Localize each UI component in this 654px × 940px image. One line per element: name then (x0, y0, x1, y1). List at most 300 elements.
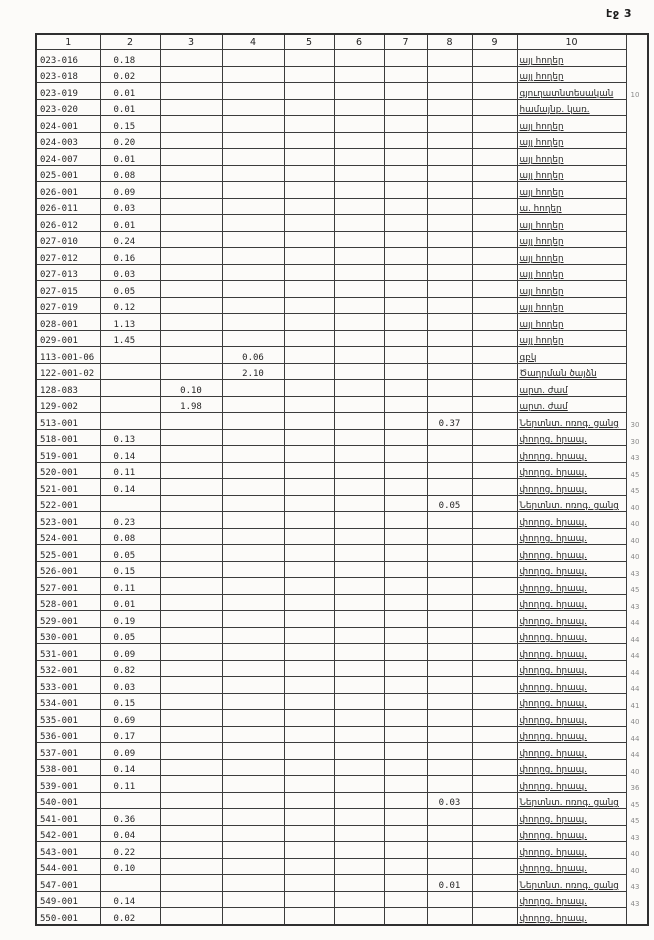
cell-col6 (334, 743, 384, 760)
cell-col5 (284, 347, 334, 364)
margin-note: 44 (630, 668, 640, 677)
cell-col5 (284, 561, 334, 578)
cell-col6 (334, 842, 384, 859)
cell-col3 (160, 413, 222, 430)
cell-col1: 544-001 (36, 858, 100, 875)
cell-col6 (334, 182, 384, 199)
cell-col4 (222, 446, 284, 463)
cell-col4 (222, 165, 284, 182)
cell-col8 (427, 561, 472, 578)
cell-col8 (427, 198, 472, 215)
margin-note (626, 116, 648, 133)
cell-col7 (384, 891, 427, 908)
cell-col7 (384, 858, 427, 875)
cell-col6 (334, 545, 384, 562)
column-header-3: 3 (160, 34, 222, 50)
cell-col6 (334, 198, 384, 215)
cell-col4 (222, 198, 284, 215)
cell-col6 (334, 446, 384, 463)
cell-col5 (284, 875, 334, 892)
cell-col4 (222, 149, 284, 166)
cell-col4 (222, 380, 284, 397)
cell-col2 (100, 380, 160, 397)
cell-col4 (222, 99, 284, 116)
cell-col10: փողոց. հրապ. (517, 825, 626, 842)
table-row (36, 396, 648, 413)
cell-col2: 0.14 (100, 759, 160, 776)
cell-col5 (284, 330, 334, 347)
cell-col1: 522-001 (36, 495, 100, 512)
cell-col6 (334, 726, 384, 743)
cell-col5 (284, 314, 334, 331)
cell-col9 (472, 165, 517, 182)
cell-col3 (160, 677, 222, 694)
cell-col9 (472, 644, 517, 661)
cell-col1: 525-001 (36, 545, 100, 562)
cell-col6 (334, 611, 384, 628)
cell-col4 (222, 710, 284, 727)
cell-col4 (222, 231, 284, 248)
cell-col2 (100, 347, 160, 364)
cell-col9 (472, 479, 517, 496)
cell-col8 (427, 231, 472, 248)
cell-col9 (472, 759, 517, 776)
cell-col10: փողոց. հրապ. (517, 512, 626, 529)
cell-col5 (284, 99, 334, 116)
land-register-table (35, 33, 649, 926)
margin-note (626, 363, 648, 380)
cell-col9 (472, 363, 517, 380)
cell-col3 (160, 644, 222, 661)
cell-col6 (334, 858, 384, 875)
table-row (36, 215, 648, 232)
cell-col9 (472, 149, 517, 166)
cell-col9 (472, 446, 517, 463)
cell-col10: այլ հողեր (517, 231, 626, 248)
cell-col2: 0.03 (100, 264, 160, 281)
cell-col5 (284, 710, 334, 727)
cell-col2: 0.14 (100, 446, 160, 463)
cell-col6 (334, 776, 384, 793)
cell-col1: 521-001 (36, 479, 100, 496)
table-row (36, 264, 648, 281)
cell-col5 (284, 776, 334, 793)
margin-note (626, 264, 648, 281)
cell-col7 (384, 198, 427, 215)
table-row (36, 182, 648, 199)
table-row (36, 528, 648, 545)
cell-col3 (160, 561, 222, 578)
cell-col1: 547-001 (36, 875, 100, 892)
table-row (36, 891, 648, 908)
cell-col2: 0.69 (100, 710, 160, 727)
cell-col6 (334, 297, 384, 314)
cell-col9 (472, 83, 517, 100)
cell-col2: 0.01 (100, 594, 160, 611)
cell-col5 (284, 215, 334, 232)
cell-col4 (222, 578, 284, 595)
cell-col7 (384, 215, 427, 232)
cell-col2: 0.20 (100, 132, 160, 149)
cell-col10: փողոց. հրապ. (517, 528, 626, 545)
cell-col2: 0.14 (100, 891, 160, 908)
cell-col10: այլ հողեր (517, 314, 626, 331)
cell-col2: 0.05 (100, 281, 160, 298)
cell-col7 (384, 495, 427, 512)
cell-col10: այլ հողեր (517, 132, 626, 149)
cell-col9 (472, 908, 517, 925)
margin-note: 40 (630, 536, 640, 545)
cell-col1: 023-016 (36, 50, 100, 67)
cell-col6 (334, 330, 384, 347)
table-row (36, 759, 648, 776)
cell-col2: 1.13 (100, 314, 160, 331)
cell-col4 (222, 264, 284, 281)
cell-col10: գյուղատնտեսական (517, 83, 626, 100)
cell-col6 (334, 347, 384, 364)
cell-col2: 0.10 (100, 858, 160, 875)
cell-col9 (472, 578, 517, 595)
cell-col2: 0.11 (100, 776, 160, 793)
cell-col2: 0.08 (100, 165, 160, 182)
cell-col5 (284, 182, 334, 199)
cell-col1: 513-001 (36, 413, 100, 430)
cell-col6 (334, 132, 384, 149)
cell-col10: փողոց. հրապ. (517, 726, 626, 743)
table-row (36, 50, 648, 67)
table-row (36, 330, 648, 347)
cell-col6 (334, 710, 384, 727)
cell-col9 (472, 512, 517, 529)
cell-col3 (160, 825, 222, 842)
cell-col1: 023-020 (36, 99, 100, 116)
table-row (36, 116, 648, 133)
cell-col3 (160, 231, 222, 248)
cell-col5 (284, 677, 334, 694)
table-row (36, 875, 648, 892)
cell-col10: Ներտնտ. ոռոգ. ցանց (517, 413, 626, 430)
cell-col10: այլ հողեր (517, 281, 626, 298)
cell-col9 (472, 132, 517, 149)
cell-col4 (222, 182, 284, 199)
cell-col2: 0.02 (100, 66, 160, 83)
cell-col6 (334, 512, 384, 529)
margin-note: 44 (630, 635, 640, 644)
cell-col4 (222, 314, 284, 331)
cell-col1: 527-001 (36, 578, 100, 595)
cell-col10: այլ հողեր (517, 66, 626, 83)
cell-col2: 0.01 (100, 99, 160, 116)
cell-col4 (222, 83, 284, 100)
table-row (36, 693, 648, 710)
table-row (36, 809, 648, 826)
cell-col7 (384, 264, 427, 281)
table-row (36, 561, 648, 578)
cell-col8 (427, 759, 472, 776)
cell-col7 (384, 380, 427, 397)
cell-col3 (160, 611, 222, 628)
table-row (36, 99, 648, 116)
margin-note (626, 297, 648, 314)
cell-col2: 0.18 (100, 50, 160, 67)
margin-note: 44 (630, 734, 640, 743)
margin-note: 30 (630, 437, 640, 446)
cell-col6 (334, 50, 384, 67)
cell-col3 (160, 281, 222, 298)
cell-col10: փողոց. հրապ. (517, 908, 626, 925)
cell-col9 (472, 396, 517, 413)
cell-col3 (160, 99, 222, 116)
cell-col3 (160, 726, 222, 743)
margin-note (626, 215, 648, 232)
cell-col10: այլ հողեր (517, 297, 626, 314)
cell-col9 (472, 875, 517, 892)
cell-col10: Ներտնտ. ոռոգ. ցանց (517, 792, 626, 809)
cell-col8 (427, 611, 472, 628)
cell-col6 (334, 380, 384, 397)
cell-col5 (284, 132, 334, 149)
margin-note: 36 (630, 784, 640, 792)
cell-col7 (384, 842, 427, 859)
cell-col4 (222, 215, 284, 232)
column-header-9: 9 (472, 34, 517, 50)
cell-col1: 024-001 (36, 116, 100, 133)
margin-note: 40 (630, 767, 640, 776)
cell-col8 (427, 281, 472, 298)
cell-col8 (427, 842, 472, 859)
cell-col6 (334, 495, 384, 512)
cell-col8 (427, 528, 472, 545)
cell-col4 (222, 891, 284, 908)
cell-col7 (384, 347, 427, 364)
cell-col4 (222, 644, 284, 661)
cell-col1: 543-001 (36, 842, 100, 859)
cell-col4 (222, 396, 284, 413)
margin-note: 44 (630, 685, 640, 693)
cell-col8 (427, 396, 472, 413)
table-row (36, 842, 648, 859)
column-header-5: 5 (284, 34, 334, 50)
cell-col7 (384, 132, 427, 149)
cell-col8 (427, 908, 472, 925)
table-row (36, 495, 648, 512)
cell-col9 (472, 99, 517, 116)
cell-col7 (384, 149, 427, 166)
cell-col1: 524-001 (36, 528, 100, 545)
cell-col5 (284, 743, 334, 760)
cell-col6 (334, 578, 384, 595)
cell-col10: փողոց. հրապ. (517, 759, 626, 776)
cell-col7 (384, 759, 427, 776)
cell-col6 (334, 429, 384, 446)
table-row (36, 165, 648, 182)
table-row (36, 825, 648, 842)
cell-col2: 0.09 (100, 743, 160, 760)
cell-col5 (284, 891, 334, 908)
margin-note: 43 (630, 454, 640, 462)
cell-col5 (284, 50, 334, 67)
cell-col8 (427, 693, 472, 710)
column-header-4: 4 (222, 34, 284, 50)
cell-col6 (334, 116, 384, 133)
table-body (36, 50, 648, 925)
table-row (36, 132, 648, 149)
cell-col1: 539-001 (36, 776, 100, 793)
cell-col8 (427, 743, 472, 760)
cell-col3 (160, 248, 222, 265)
cell-col7 (384, 99, 427, 116)
table-row (36, 281, 648, 298)
cell-col5 (284, 528, 334, 545)
cell-col9 (472, 462, 517, 479)
margin-note (626, 347, 648, 364)
cell-col7 (384, 792, 427, 809)
cell-col2: 0.15 (100, 561, 160, 578)
cell-col10: փողոց. հրապ. (517, 578, 626, 595)
cell-col10: գբկ (517, 347, 626, 364)
cell-col3 (160, 660, 222, 677)
margin-note: 40 (630, 718, 640, 726)
cell-col8 (427, 99, 472, 116)
cell-col7 (384, 528, 427, 545)
cell-col7 (384, 182, 427, 199)
cell-col6 (334, 264, 384, 281)
cell-col3 (160, 264, 222, 281)
cell-col5 (284, 759, 334, 776)
margin-note (626, 182, 648, 199)
cell-col9 (472, 347, 517, 364)
cell-col3 (160, 528, 222, 545)
cell-col9 (472, 726, 517, 743)
margin-note: 40 (630, 503, 640, 512)
cell-col4 (222, 479, 284, 496)
cell-col6 (334, 83, 384, 100)
cell-col1: 533-001 (36, 677, 100, 694)
cell-col2: 0.03 (100, 198, 160, 215)
cell-col6 (334, 413, 384, 430)
cell-col1: 531-001 (36, 644, 100, 661)
table-row (36, 792, 648, 809)
cell-col4 (222, 561, 284, 578)
cell-col10: փողոց. հրապ. (517, 858, 626, 875)
cell-col7 (384, 710, 427, 727)
cell-col1: 520-001 (36, 462, 100, 479)
cell-col3: 1.98 (160, 396, 222, 413)
cell-col4 (222, 50, 284, 67)
margin-note: 43 (630, 883, 640, 891)
cell-col1: 526-001 (36, 561, 100, 578)
cell-col2 (100, 396, 160, 413)
margin-note (626, 149, 648, 166)
cell-col1: 530-001 (36, 627, 100, 644)
table-row (36, 347, 648, 364)
cell-col1: 536-001 (36, 726, 100, 743)
cell-col2: 0.22 (100, 842, 160, 859)
cell-col7 (384, 825, 427, 842)
cell-col4 (222, 908, 284, 925)
table-row (36, 545, 648, 562)
cell-col8: 0.37 (427, 413, 472, 430)
cell-col3 (160, 182, 222, 199)
cell-col1: 027-012 (36, 248, 100, 265)
cell-col9 (472, 809, 517, 826)
table-row (36, 660, 648, 677)
cell-col7 (384, 677, 427, 694)
cell-col10: փողոց. հրապ. (517, 693, 626, 710)
cell-col1: 535-001 (36, 710, 100, 727)
cell-col3 (160, 116, 222, 133)
cell-col3 (160, 776, 222, 793)
cell-col7 (384, 83, 427, 100)
cell-col10: փողոց. հրապ. (517, 627, 626, 644)
cell-col2 (100, 495, 160, 512)
cell-col8 (427, 825, 472, 842)
cell-col5 (284, 611, 334, 628)
table-row (36, 677, 648, 694)
cell-col10: այլ հողեր (517, 149, 626, 166)
cell-col9 (472, 776, 517, 793)
cell-col4 (222, 429, 284, 446)
cell-col3 (160, 743, 222, 760)
column-header-7: 7 (384, 34, 427, 50)
margin-note: 30 (630, 421, 640, 429)
table-row (36, 380, 648, 397)
cell-col7 (384, 479, 427, 496)
cell-col7 (384, 875, 427, 892)
cell-col3 (160, 198, 222, 215)
cell-col7 (384, 446, 427, 463)
cell-col10: փողոց. հրապ. (517, 842, 626, 859)
cell-col5 (284, 858, 334, 875)
cell-col3 (160, 297, 222, 314)
cell-col3 (160, 66, 222, 83)
cell-col5 (284, 644, 334, 661)
cell-col2: 0.08 (100, 528, 160, 545)
cell-col1: 523-001 (36, 512, 100, 529)
cell-col4 (222, 743, 284, 760)
cell-col3 (160, 50, 222, 67)
cell-col10: Ծաղրման ծայձն (517, 363, 626, 380)
cell-col3 (160, 594, 222, 611)
margin-note (626, 248, 648, 265)
cell-col10: այլ հողեր (517, 248, 626, 265)
cell-col3 (160, 446, 222, 463)
cell-col8 (427, 66, 472, 83)
cell-col5 (284, 578, 334, 595)
cell-col4 (222, 776, 284, 793)
cell-col2 (100, 875, 160, 892)
cell-col6 (334, 66, 384, 83)
cell-col8 (427, 479, 472, 496)
cell-col2: 0.04 (100, 825, 160, 842)
cell-col9 (472, 842, 517, 859)
cell-col7 (384, 363, 427, 380)
table-row (36, 66, 648, 83)
cell-col10: փողոց. հրապ. (517, 809, 626, 826)
cell-col2: 0.16 (100, 248, 160, 265)
cell-col6 (334, 644, 384, 661)
cell-col4 (222, 248, 284, 265)
cell-col5 (284, 825, 334, 842)
cell-col1: 541-001 (36, 809, 100, 826)
cell-col8 (427, 776, 472, 793)
cell-col1: 122-001-02 (36, 363, 100, 380)
cell-col4: 2.10 (222, 363, 284, 380)
cell-col5 (284, 627, 334, 644)
table-row (36, 726, 648, 743)
margin-note: 45 (630, 817, 640, 825)
table-row (36, 231, 648, 248)
